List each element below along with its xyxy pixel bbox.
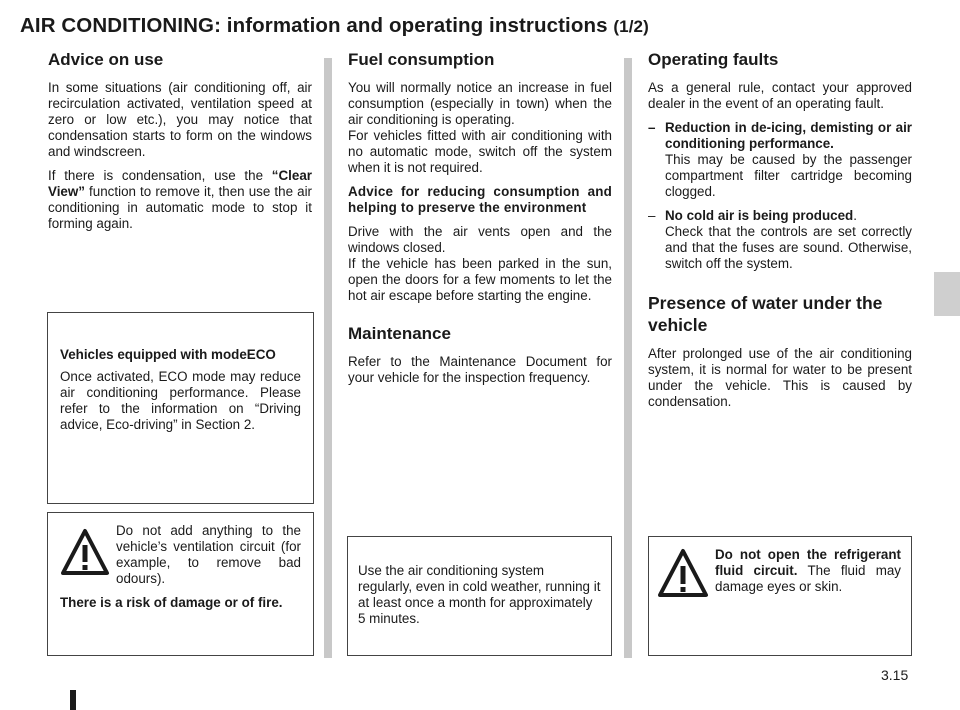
page-number: 3.15 (881, 667, 909, 683)
clear-view-label: “Clear View” (48, 168, 312, 199)
corner-mark (70, 690, 76, 710)
warning-triangle-icon (657, 547, 709, 601)
ventilation-warning-text: Do not add anything to the vehicle’s ventilation circuit (for example, to remove bad odours). (116, 523, 301, 586)
warning-triangle-icon (60, 527, 110, 579)
advice-section (48, 50, 312, 240)
column-divider-2 (624, 58, 632, 658)
fault-item-1: – Reduction in de-icing, demisting or air conditioning performance. This may be caused by the passenger compartment filter cartridge becoming clogged. (648, 120, 912, 199)
ventilation-warning-bold: There is a risk of damage or of fire. (60, 595, 283, 610)
maintenance-text: Refer to the Maintenance Document for your vehicle for the inspection frequency. (348, 354, 612, 385)
water-heading: Presence of water under the vehicle (648, 293, 883, 335)
warning-box-refrigerant (648, 536, 912, 656)
fuel-paragraph-3: Drive with the air vents open and the windows closed. (348, 224, 612, 255)
use-regularly-box (347, 536, 612, 656)
eco-mode-text: Once activated, ECO mode may reduce air conditioning performance. Please refer to the information on “Driving advice, Eco-driving” in Section 2. (60, 369, 301, 432)
column-divider-1 (324, 58, 332, 658)
page-title-main: AIR CONDITIONING: information and operating instructions (20, 14, 608, 37)
fault-item-1-title: Reduction in de-icing, demisting or air conditioning performance. (665, 120, 912, 151)
warning-box-ventilation (47, 512, 314, 656)
fuel-paragraph-2: For vehicles fitted with air conditioning with no automatic mode, switch off the system when it is not required. (348, 128, 612, 175)
page-title-part: (1/2) (613, 17, 649, 36)
fuel-paragraph-4: If the vehicle has been parked in the sun, open the doors for a few moments to let the hot air escape before starting the engine. (348, 256, 612, 303)
advice-heading: Advice on use (48, 50, 164, 69)
page-title (20, 14, 649, 38)
fault-item-1-text: This may be caused by the passenger compartment filter cartridge becoming clogged. (665, 152, 912, 199)
eco-mode-heading: Vehicles equipped with modeECO (60, 347, 276, 362)
fuel-heading: Fuel consumption (348, 50, 495, 69)
advice-paragraph-1: In some situations (air conditioning off, air recirculation activated, ventilation speed at zero or low etc.), you may notice that condensation starts to form on the windows and windscreen. (48, 80, 312, 159)
fault-item-2: – No cold air is being produced. Check that the controls are set correctly and that the fuses are sound. Otherwise, switch off the system. (648, 208, 912, 271)
water-text: After prolonged use of the air conditioning system, it is normal for water to be present under the vehicle. This is caused by condensation. (648, 346, 912, 409)
fault-item-2-title: No cold air is being produced (665, 208, 854, 223)
refrigerant-warning-text: Do not open the refrigerant fluid circuit. The fluid may damage eyes or skin. (715, 547, 901, 594)
faults-intro: As a general rule, contact your approved dealer in the event of an operating fault. (648, 80, 912, 111)
fuel-advice-heading: Advice for reducing consumption and helping to preserve the environment (348, 184, 612, 215)
faults-heading: Operating faults (648, 50, 779, 69)
use-regularly-text: Use the air conditioning system regularly, even in cold weather, running it at least once a month for approximately 5 minutes. (358, 563, 601, 626)
eco-mode-box (47, 312, 314, 504)
maintenance-heading: Maintenance (348, 324, 451, 343)
fault-item-2-text: Check that the controls are set correctly and that the fuses are sound. Otherwise, switch off the system. (665, 224, 912, 271)
faults-section (648, 50, 912, 418)
fuel-section (348, 50, 612, 394)
fuel-paragraph-1: You will normally notice an increase in fuel consumption (especially in town) when the air conditioning is operating. (348, 80, 612, 127)
section-thumb-tab (934, 272, 960, 316)
advice-paragraph-2: If there is condensation, use the “Clear View” function to remove it, then use the air conditioning in automatic mode to stop it forming again. (48, 168, 312, 231)
